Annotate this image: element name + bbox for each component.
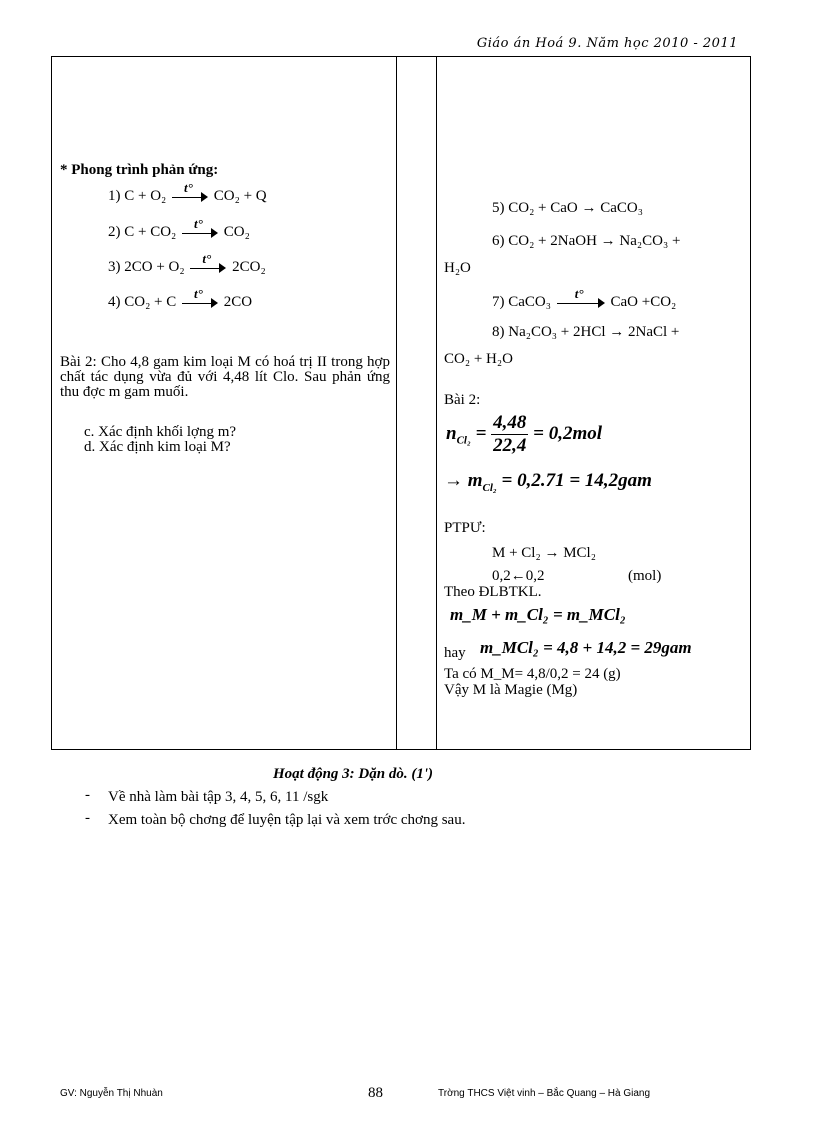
moles-fraction: $\frac{4,48}{22,4}$	[493, 412, 527, 456]
column-divider-2	[436, 57, 437, 749]
footer-school: Trờng THCS Việt vinh – Bắc Quang – Hà Giang	[438, 1088, 651, 1099]
solution-heading: Bài 2:	[444, 392, 481, 408]
mole-unit: (mol)	[628, 568, 662, 584]
ptpu-label: PTPƯ:	[444, 520, 486, 536]
reaction-rhs: CaO +CO₂	[610, 294, 677, 310]
heat-arrow-icon: t°	[190, 263, 226, 273]
heat-arrow-icon: t°	[182, 228, 218, 238]
activity-title: Hoạt động 3: Dặn dò. (1')	[273, 766, 434, 782]
reaction-8-line1: 8) Na₂CO₃ + 2HCl → 2NaCl +	[492, 324, 680, 340]
dash-icon: -	[85, 810, 90, 826]
reaction-2	[108, 215, 250, 241]
reaction-1	[108, 179, 267, 205]
conservation-law: Theo ĐLBTKL.	[444, 584, 542, 600]
mole-ratio: 0,2←0,2	[492, 568, 545, 584]
reaction-lhs: 2) C + CO₂	[108, 224, 177, 240]
column-divider-1	[396, 57, 397, 749]
reaction-4	[108, 285, 253, 311]
reaction-rhs: 2CO₂	[232, 259, 266, 275]
footer-teacher: GV: Nguyễn Thị Nhuàn	[60, 1088, 163, 1099]
page-header: Giáo án Hoá 9. Năm học 2010 - 2011	[476, 36, 738, 51]
reaction-lhs: 7) CaCO₃	[492, 294, 551, 310]
exercise-text: Bài 2: Cho 4,8 gam kim loại M có hoá trị II trong hợp chất tác dụng vừa đủ với 4,48 lít Clo. Sau phản ứng thu đợc m gam muối.	[60, 354, 390, 400]
homework-item-1: Về nhà làm bài tập 3, 4, 5, 6, 11 /sgk	[108, 789, 329, 805]
reaction-equation: M + Cl₂ → MCl₂	[492, 545, 596, 561]
homework-item-2: Xem toàn bộ chơng để luyện tập lại và xem trớc chơng sau.	[108, 812, 466, 828]
heat-arrow-icon: t°	[182, 298, 218, 308]
mass-chlorine-formula: → $m_{Cl_2} = 0,2.71 = 14,2gam$	[444, 470, 652, 494]
heat-arrow-icon: t°	[172, 192, 208, 202]
conclusion: Vậy M là Magie (Mg)	[444, 682, 578, 698]
reaction-3	[108, 250, 266, 276]
reaction-7	[492, 285, 677, 311]
reaction-rhs: CO₂	[223, 224, 250, 240]
reaction-6-line1: 6) CO₂ + 2NaOH → Na₂CO₃ +	[492, 233, 681, 249]
moles-formula: $n_{Cl_2}$ = $\frac{4,48}{22,4}$ = 0,2mol	[446, 412, 603, 456]
molar-mass: Ta có M_M= 4,8/0,2 = 24 (g)	[444, 666, 621, 682]
reaction-6-line2: H₂O	[444, 260, 471, 276]
hay-label: hay	[444, 645, 466, 661]
reaction-heading: * Phong trình phản ứng:	[60, 162, 219, 178]
reaction-8-line2: CO₂ + H₂O	[444, 351, 513, 367]
question-d: d. Xác định kim loại M?	[84, 439, 231, 455]
salt-mass: m_MCl₂ = 4,8 + 14,2 = 29gam	[480, 638, 692, 657]
reaction-rhs: CO₂ + Q	[213, 188, 267, 204]
mass-balance: m_M + m_Cl₂ = m_MCl₂	[450, 605, 626, 624]
reaction-lhs: 4) CO₂ + C	[108, 294, 177, 310]
reaction-rhs: 2CO	[223, 294, 253, 310]
reaction-lhs: 1) C + O₂	[108, 188, 167, 204]
reaction-lhs: 3) 2CO + O₂	[108, 259, 185, 275]
heat-arrow-icon: t°	[557, 298, 605, 308]
reaction-5: 5) CO₂ + CaO → CaCO₃	[492, 200, 643, 216]
page-number: 88	[368, 1085, 383, 1101]
question-c: c. Xác định khối lợng m?	[84, 424, 237, 440]
dash-icon: -	[85, 787, 90, 803]
